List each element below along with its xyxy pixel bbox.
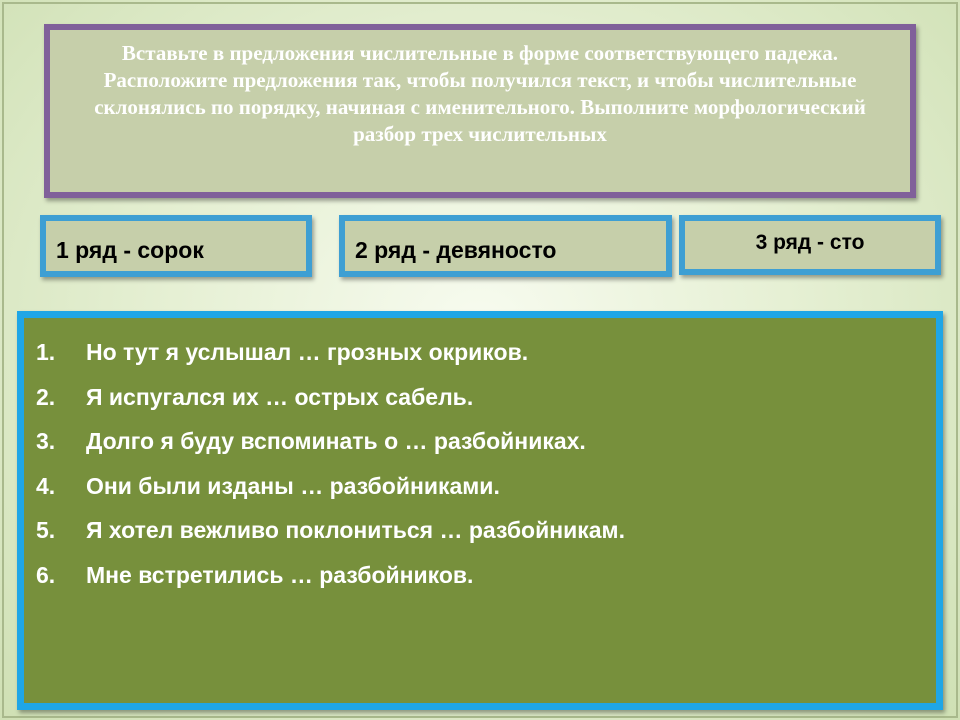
row-3-label: 3 ряд - сто — [755, 231, 865, 254]
sentence-text: Я испугался их … острых сабель. — [86, 383, 474, 410]
sentence-text: Они были изданы … разбойниками. — [86, 472, 500, 499]
sentence-number: 2. — [36, 383, 56, 410]
sentence-number: 4. — [36, 472, 56, 499]
sentences-box — [17, 311, 943, 710]
sentence-item — [30, 419, 936, 464]
row-2-label: 2 ряд - девяносто — [355, 236, 557, 263]
sentence-item — [30, 375, 936, 420]
instruction-text: Вставьте в предложения числительные в форме соответствующего падежа. Расположите предложения так, чтобы получился текст, и чтобы числительные склонялись по порядку, начиная с именительного. Выполните морфологический разбор трех числительных — [94, 41, 866, 146]
sentence-list — [30, 330, 936, 597]
sentence-item — [30, 330, 936, 375]
sentence-number: 6. — [36, 561, 56, 588]
sentence-item — [30, 553, 936, 598]
sentence-text: Но тут я услышал … грозных окриков. — [86, 339, 529, 365]
sentence-item — [30, 464, 936, 509]
row-2-box — [339, 215, 672, 277]
instruction-box — [44, 24, 916, 198]
sentence-number: 5. — [36, 517, 56, 543]
sentence-number: 3. — [36, 428, 56, 454]
row-1-box — [40, 215, 312, 277]
row-1-label: 1 ряд - сорок — [56, 236, 204, 263]
sentence-text: Мне встретились … разбойников. — [86, 561, 474, 588]
sentence-text: Долго я буду вспоминать о … разбойниках. — [86, 428, 586, 454]
sentence-item — [30, 508, 936, 553]
sentence-text: Я хотел вежливо поклониться … разбойникам. — [86, 517, 625, 543]
sentence-number: 1. — [36, 339, 56, 365]
row-3-box — [679, 215, 941, 275]
